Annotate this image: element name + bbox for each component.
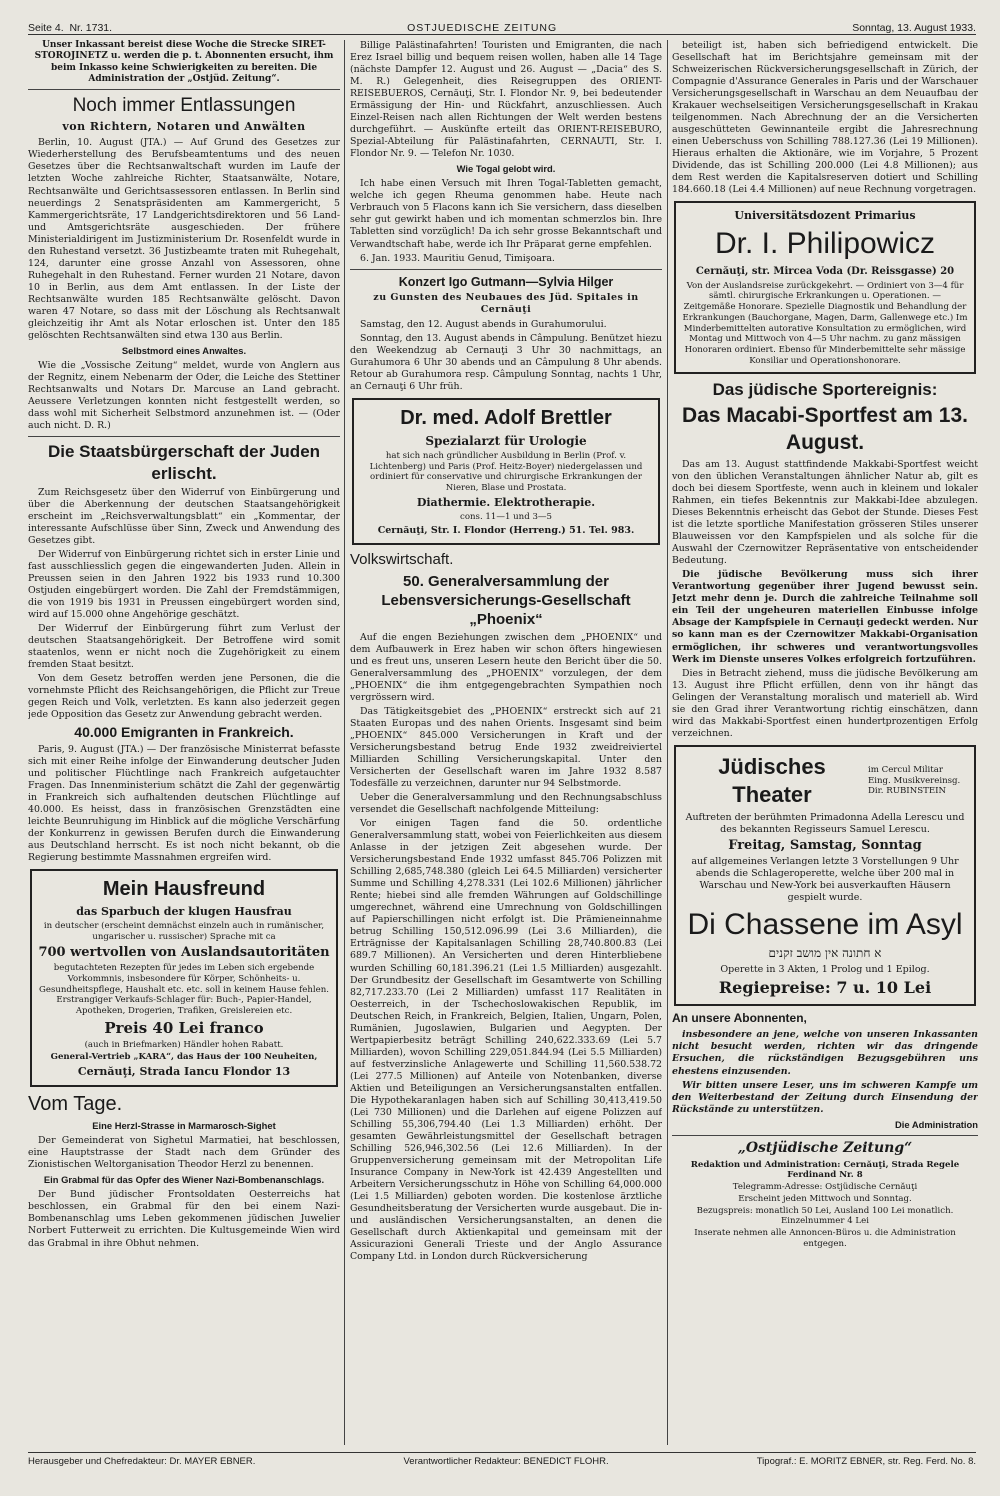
imprint-line: Redaktion und Administration: Cernăuţi, Strada Regele Ferdinand Nr. 8 [690,1159,960,1181]
ad-line: General-Vertrieb „KARA“, das Haus der 100 Neuheiten, [50,1051,318,1062]
imprint-line: Erscheint jeden Mittwoch und Sonntag. [738,1193,912,1204]
brettler-ad [352,398,660,545]
imprint-line: Inserate nehmen alle Annoncen-Büros u. die Administration entgegen. [694,1227,956,1249]
page-header [28,14,976,35]
page-number-info [28,22,112,34]
article-paragraph: Wir bitten unsere Leser, uns im schweren Kampfe um den Weiterbestand der Zeitung durch Einsendung der Rückstände zu unterstützen. [672,1079,978,1115]
article-paragraph: insbesondere an jene, welche von unseren Inkassanten nicht besucht werden, richten wir das dringende Ersuchen, die rückständigen Bezugsgebühren uns ehestens einzusenden. [672,1029,978,1077]
column-divider [344,40,345,1445]
ad-show-title: Di Chassene im Asyl [687,907,963,941]
article-paragraph: Das Tätigkeitsgebiet des „PHOENIX“ erstreckt sich auf 21 Staaten Europas und des nahen Orients. Insgesamt sind beim „PHOENIX“ 845.000 Versicherungen in Kraft und der Versicherungsbestand betrug Ende 1932 zweidreiviertel Milliarden Schilling Versicherungskapital. Unter den Versicherten der Gesellschaft waren im Jahre 1932 8.587 Todesfälle zu verzeichnen, darunter nur 94 Selbstmorde. [350,705,662,790]
ad-venue: im Cercul Militar Eing. Musikvereinsg. Dir. RUBINSTEIN [868,764,961,797]
article-subheading: Eine Herzl-Strasse in Marmarosch-Sighet [92,1120,276,1132]
imprint-title: „Ostjüdische Zeitung“ [737,1139,913,1156]
newspaper-name: OSTJUEDISCHE ZEITUNG [407,22,558,34]
article-paragraph: Zum Reichsgesetz über den Widerruf von Einbürgerung und über die Aberkennung der deutschen Staatsangehörigkeit erscheint im „Reichsverwaltungsblatt“ ein „Kommentar, der interessante Aufschlüsse über Sinn, Zweck und Anwendung des Gesetzes gibt. [28,486,340,546]
article-title: Noch immer Entlassungen [72,95,296,116]
article-paragraph: Der Widerruf von Einbürgerung richtet sich in erster Linie und fast ausschliesslich gegen die eingewanderten Juden. Allein in Preussen seien in den Jahren 1922 bis 1933 rund 10.300 Ostjuden eingebürgert worden. Die Zahl der Fremdstämmigen, die von 1919 bis 1931 in Preussen eingebürgert worden sind, wird auf 15.000 ohne Angehörige geschätzt. [28,548,340,620]
theater-ad [674,745,976,1006]
article-subtitle: von Richtern, Notaren und Anwälten [62,120,306,134]
section-title: Vom Tage. [28,1092,123,1115]
footer-editor: Verantwortlicher Redakteur: BENEDICT FLOHR. [403,1456,609,1467]
ad-title: Mein Hausfreund [102,878,266,901]
ad-line: (auch in Briefmarken) Händler hohen Rabatt. [84,1040,284,1051]
footer-publisher: Herausgeber und Chefredakteur: Dr. MAYER EBNER. [28,1456,256,1467]
article-paragraph: Der Gemeinderat von Sighetul Marmatiei, hat beschlossen, eine Hauptstrasse der Stadt nach dem Gründer des Zionistischen Weltorganisation Theodor Herzl zu benennen. [28,1135,340,1171]
article-paragraph: Dies in Betracht ziehend, muss die jüdische Bevölkerung am 13. August ihre Pflicht erfüllen, denn von ihr hängt das Gelingen der Veranstaltung moralisch und materiell ab. Wird sie den Grad ihrer Verantwortung richtig einschätzen, dann wird das Makkabi-Sportfest einen hundertprozentigen Erfolg verzeichnen. [672,667,978,739]
ad-line: in deutscher (erscheint demnächst einzeln auch in rumänischer, ungarischer u. russischer) Sprache mit ca [43,921,325,942]
ad-address: Cernăuţi, str. Mircea Voda (Dr. Reissgasse) 20 [695,265,955,277]
divider [350,269,662,270]
ad-price: Preis 40 Lei franco [104,1018,264,1037]
ad-title: Jüdisches Theater [718,753,826,807]
article-paragraph: Das am 13. August stattfindende Makkabi-Sportfest weicht von den üblichen Veranstaltungen ähnlicher Natur ab, gilt es doch bei diesem Sportfeste, wenn auch in kleinem und lokaler Rahmen, ein tiefes Bekenntnis zur Makkabi-Idee abzulegen. Dieses Bekenntnis erheischt das Gebot der Stunde. Dieses Fest ist die letzte sportliche Manifestation grösseren Stiles unserer Blauweissen vor den Kampfspielen und als solche für die Auswahl der Czernowitzer Repräsentative von entscheidender Bedeutung. [672,459,978,567]
ad-line: Von der Auslandsreise zurückgekehrt. — Ordiniert von 3—4 für sämtl. chirurgische Erkrankungen u. Operationen. — Zeitgemäße Honorare. Spezielle Diagnostik und Behandlung der Erkrankungen (Bauchorgane, Magen, Darm, Gallenwege etc.) Im Minderbemittelten autorative Konsultation zu ermöglichen, wird Montag und Mittwoch von 4—5 Uhr nachm. zu ganz mässigen Honoraren ordiniert. Ebenso für Minderbemittelte sehr mässige Konsiliar und Operationshonorare. [682,280,968,366]
ad-line: cons. 11—1 und 3—5 [460,512,552,523]
ad-header-row [682,751,968,811]
article-title: 40.000 Emigranten in Frankreich. [74,724,294,741]
article-paragraph: Berlin, 10. August (JTA.) — Auf Grund des Gesetzes zur Wiederherstellung des Berufsbeamtentums und des neuen Gesetzes über die Rechtsanwaltschaft wurden im Laufe der letzten Woche zahlreiche Richter, Staatsanwälte, Notare, Rechtsanwälte und Gerichtsassessoren entlassen. In Berlin sind neuerdings 2 Senatspräsidenten am Kammergericht, 5 Kammergerichtsräte, 17 Landgerichtsdirektoren und 56 Land- und Amtsgerichtsräte ausgeschieden. Der frühere Ministerialdirigent im Justizministerium Dr. Rosenfeldt wurde in den Ruhestand versetzt. 36 Justizbeamte traten mit Ruhegehalt, 124, darunter eine grosse Anzahl von Assessoren, ohne Ruhegehalt in den Ruhestand. Ferner wurden 21 Notare, davon 10 in Berlin, aus dem Amt entlassen. In der Liste der Rechtsanwälte wurden 185 Rechtsanwälte gelöscht. Davon waren 47 Notare, so dass mit der Löschung als Rechtsanwalt gleichzeitig ihr Amt als Notar erloschen ist. Unter den 185 gelöschten Rechtsanwälten sind etwa 130 aus Berlin. [28,137,340,341]
article-paragraph: Sonntag, den 13. August abends in Câmpulung. Benützet hiezu den Weekendzug ab Cernauţi 3 Uhr 30 nachmittags, an Gurahumora 6 Uhr 30 abends und an Câmpulung 8 Uhr abends. Retour ab Gurahumora resp. Câmpulung Sonntag, nachts 1 Uhr, an Cernauţi 6 Uhr früh. [350,332,662,393]
article-subheading: Selbstmord eines Anwaltes. [121,344,247,356]
hausfreund-ad [30,869,338,1086]
article-title: Konzert Igo Gutmann—Sylvia Hilger [398,274,614,289]
article-paragraph: Ich habe einen Versuch mit Ihren Togal-Tabletten gemacht, welche ich gegen Rheuma genommen habe. Heute nach Verbrauch von 5 Flacons kann ich Sie versichern, dass dieselben sehr gut gewirkt haben und ich momentan schmerzlos bin. Ihre Tabletten sind vorzüglich! Da ich sehr grosse Bekanntschaft und Verwandtschaft habe, werde ich Ihr Präparat gerne empfehlen. [350,178,662,250]
article-paragraph: Samstag, den 12. August abends in Gurahumorului. [360,318,607,330]
ad-line: begutachteten Rezepten für jedes im Leben sich ergebende Vorkommnis, insbesondere für Körper, Schönheits- u. Gesundheitspflege, Haushalt etc. etc. soll in keinem Hause fehlen. Erstrangiger Verkaufs-Schlager für: Buch-, Papier-Handel, Apotheken, Drogerien, Trafiken, Greislereien etc. [39,963,329,1017]
column-3 [672,40,978,1445]
column-1 [28,40,340,1445]
ad-price: Regiepreise: 7 u. 10 Lei [718,977,932,997]
column-2 [350,40,662,1445]
article-paragraph: Der Bund jüdischer Frontsoldaten Oesterreichs hat beschlossen, ein Grabmal für den bei einem Nazi-Bombenanschlag ums Leben gekommenen jüdischen Juwelier Norbert Futterweit zu errichten. Die Kultusgemeinde Wien wird das Grabmal in ihre Obhut nehmen. [28,1189,340,1249]
collector-notice: Unser Inkassant bereist diese Woche die Strecke SIRET-STOROJINETZ u. werden die p. t. Abonnenten ersucht, ihm beim Inkasso keine Schwierigkeiten zu bereiten. Die Administration der „Ostjüd. Zeitung“. [34,40,334,84]
page-footer [28,1452,976,1467]
article-paragraph: Die jüdische Bevölkerung muss sich ihrer Verantwortung gegenüber ihrer Jugend bewusst sein. Jetzt mehr denn je. Durch die zahlreiche Teilnahme soll ein Teil der ungeheuren materiellen Einbusse infolge Absage der Kampfspiele in Cernauţi gedeckt werden. Nur so kann man es der Czernowitzer Makkabi-Organisation ermöglichen, ihr schweres und verantwortungsvolles Werk im Dienste unseres Volkes erfolgreich fortzuführen. [672,569,978,665]
article-subtitle: zu Gunsten des Neubaues des Jüd. Spitales in Cernăuţi [373,291,639,315]
article-paragraph: Auf die engen Beziehungen zwischen dem „PHOENIX“ und dem Aufbauwerk in Erez haben wir schon öfters hingewiesen und es freut uns, unseren Lesern heute den Bericht über die 50. Generalversammlung des „PHOENIX“ vorzulegen, der dem „PHOENIX“ die ihm entgegengebrachten Sympathien noch vergrössern wird. [350,631,662,703]
article-title: An unsere Abonnenten, [672,1011,807,1026]
issue-date: Sonntag, 13. August 1933. [852,22,976,34]
imprint [672,1140,978,1250]
article-title: Das Macabi-Sportfest am 13. August. [682,404,968,455]
ad-line: Diathermie. Elektrotherapie. [416,495,596,509]
philipowicz-ad [674,201,976,373]
article-title: Das jüdische Sportereignis: [712,379,938,399]
page-number: Seite 4. [28,22,64,34]
article-subheading: Wie Togal gelobt wird. [456,163,556,175]
section-title: Volkswirtschaft. [350,550,454,568]
ad-line: das Sparbuch der klugen Hausfrau [76,905,292,919]
article-paragraph: beteiligt ist, haben sich befriedigend entwickelt. Die Gesellschaft hat im Berichtsjahre gemeinsam mit der Schweizerischen Rückversicherungsgesellschaft in Zürich, der Compagnie d'Assurance Generales in Paris und der Warschauer Versicherungsgesellschaft in Warschau an dem Neuaufbau der Krakauer wechselseitigen Versicherungsgesellschaft in Krakau teilgenommen. Nach Abrechnung der an die Versicherten ausgeschütteten Gewinnanteile ergibt die Jahresrechnung einen Ueberschuss von Schilling 788.127.36 (Lei 19 Millionen). Hieraus erhalten die Aktionäre, wie im Vorjahre, 5 Prozent Dividende, das ist Schilling 200.000 (Lei 4.8 Millionen); aus dem Rest werden die Kapitalsreserven dotiert und Schilling 184.660.18 (Lei 4.4 Millionen) auf neue Rechnung vorgetragen. [672,40,978,196]
article-paragraph: Paris, 9. August (JTA.) — Der französische Ministerrat befasste sich mit einer Reihe infolge der Einwanderung deutscher Juden und politischer Flüchtlinge nach Frankreich aufgetauchter Fragen. Das Innenministerium schätzt die Zahl der gegenwärtig in Frankreich sich aufhaltenden deutschen Flüchtlinge auf 40.000. Es heisst, dass in französischen Grenzstädten eine leichte Beunruhigung im Hinblick auf die mögliche Verschärfung der Konkurrenz in gewissen Berufen durch die Einwanderung aus Deutschland herrscht. Es ist noch nicht bekannt, ob die Regierung bestimmte Massnahmen ergreifen wird. [28,744,340,864]
divider [28,89,340,90]
divider [672,1135,978,1136]
article-paragraph: Der Widerruf der Einbürgerung führt zum Verlust der deutschen Staatsangehörigkeit. Der Betroffene wird somit staatenlos, wenn er nicht noch die Zugehörigkeit zu einem fremden Staat besitzt. [28,622,340,671]
article-subheading: Ein Grabmal für das Opfer des Wiener Nazi-Bombenanschlags. [43,1174,325,1186]
ad-specialty: Spezialarzt für Urologie [425,433,587,448]
article-paragraph: Vor einigen Tagen fand die 50. ordentliche Generalversammlung statt, wobei von Feierlichkeiten aus diesem Anlasse in der jetzigen Zeit abgesehen wurde. Der Versicherungsbestand Ende 1932 umfasst 845.706 Polizzen mit Schilling 2,685,748.380 (gleich Lei 64.5 Milliarden) versicherter Summe und Schilling 4,278.331 (Lei 102.6 Millionen) jährlicher Rente; hiebei sind alle fremden Währungen auf Goldschillinge umgerechnet, während eine Umrechnung von Goldschillingen auf Papierschillingen nicht erfolgt ist. Die Prämieneinnahme betrug Schilling 150,512.096.99 (Lei 3.6 Milliarden), die Erträgnisse der Kapitalsanlagen Schilling 28,740.800.83 (Lei 689.7 Millionen). An Versicherten und deren Hinterbliebene wurden Schilling 60,181.396.21 (Lei 1.5 Milliarden) ausgezahlt. Der Grundbesitz der Gesellschaft im Gesamtwerte von Schilling 82,717.233.70 (Lei 2 Milliarden) umfasst 117 Realitäten in Oesterreich, in der Tschechoslowakischen Republik, im Deutschen Reich, in Frankreich, Belgien, Italien, Ungarn, Polen, Rumänien, Jugoslawien, Bulgarien und Aegypten. Der Wertpapierbesitz beträgt Schilling 240,622.333.69 (Lei 5.7 Milliarden), wovon Schilling 229,051.844.94 (Lei 5.5 Milliarden) auf festverzinsliche Anlagewerte und Schilling 11,560.538.72 (Lei 277.5 Millionen) auf Anteile von Notenbanken, diverse Aktien und Beteiligungen an Versicherungsanstalten entfallen. Die Hypothekaranlagen haben sich auf Schilling 30,413,419.50 (Lei 730 Millionen) und die Darlehen auf eigene Polizzen auf Schilling 55,306,794.40 (Lei 1.3 Milliarden) erhöht. Der gesamten Gewährleistungsmittel der Gesellschaft betragen Schilling 526,946,302.56 (Lei 12.6 Milliarden). In der Gruppenversicherung gemeinsam mit der Metropolitan Life Insurance Company in New-York ist 42.439 Angestellten und Arbeitern Versicherungsschutz in Höhe von Schilling 64,000.000 (Lei 1.5 Milliarden) geboten worden. Die kostenlose ärztliche Gesundheitsberatung der Versicherten wurde ausgebaut. Die in- und ausländischen Versicherungsanstalten, an denen die Gesellschaft durch Aktienkapital und gemeinsam mit der Assicurazioni Generali Trieste und der Anglo Assurance Company Ltd. in London durch Rückversicherung [350,818,662,1263]
ad-line: hat sich nach gründlicher Ausbildung in Berlin (Prof. v. Lichtenberg) und Paris (Prof. Heitz-Boyer) niedergelassen und ordiniert für conservative und chirurgische Erkrankungen der Nieren, Blase und Prostata. [369,451,643,494]
ad-line: auf allgemeines Verlangen letzte 3 Vorstellungen 9 Uhr abends die Schlageroperette, welche über 200 mal in Warschau und New-York bei ausverkauften Häusern gespielt wurde. [691,856,959,904]
ad-line: Freitag, Samstag, Sonntag [728,837,922,853]
article-paragraph: Von dem Gesetz betroffen werden jene Personen, die die vornehmste Pflicht des Reichsangehörigen, die Pflicht zur Treue gegen Reich und Volk, verletzten. Es kann also jederzeit gegen jede Opposition das Gesetz zur Anwendung gebracht werden. [28,673,340,721]
footer-printer: Tipograf.: E. MORITZ EBNER, str. Reg. Ferd. No. 8. [756,1456,976,1467]
ad-line: Auftreten der berühmten Primadonna Adella Lerescu und des bekannten Regisseurs Samuel Lerescu. [685,812,965,835]
article-paragraph: Wie die „Vossische Zeitung“ meldet, wurde von Anglern aus der Regnitz, einem Nebenarm der Oder, die Leiche des Stettiner Rechtsanwalts und Notars Dr. Marcuse an Land gebracht. Aeussere Verletzungen konnten nicht festgestellt werden, so dass wohl mit Sicherheit Selbstmord anzunehmen ist. — (Oder auch nicht. D. R.) [28,359,340,432]
article-title: Die Staatsbürgerschaft der Juden erlischt. [47,442,321,483]
ad-hebrew-title: א חתונה אין מושב זקנים [768,946,882,961]
column-divider [667,40,668,1445]
article-paragraph: Billige Palästinafahrten! Touristen und Emigranten, die nach Erez Israel billig und bequem reisen wollen, haben alle 14 Tage (nächste Dampfer 12. August und 26. August — „Dacia“ des S. M. R.) Gelegenheit, dies Reisegruppen des ORIENT-REISEBUEROS, Cernăuţi, Str. I. Flondor Nr. 9, bei bedeutender Ermässigung der Hin- und Rückfahrt, anzuschliessen. Auch Einzel-Reisen nach allen Richtungen der Welt werden bestens durchgeführt. — Auskünfte erteilt das ORIENT-REISEBURO, Spezial-Abteilung für Palästinafahrten, CERNAUTI, Str. I. Flondor Nr. 9. — Telefon Nr. 1030. [350,40,662,160]
ad-doctor-name: Dr. med. Adolf Brettler [400,407,612,430]
article-signature: 6. Jan. 1933. Mauritiu Genud, Timişoara. [360,252,555,264]
ad-address: Cernăuţi, Strada Iancu Flondor 13 [77,1064,291,1078]
ad-line: Operette in 3 Akten, 1 Prolog und 1 Epilog. [720,963,930,975]
article-paragraph: Ueber die Generalversammlung und den Rechnungsabschluss versendet die Gesellschaft nachfolgende Mitteilung: [350,792,662,816]
divider [28,436,340,437]
imprint-line: Telegramm-Adresse: Ostjüdische Cernăuţi [732,1182,918,1193]
issue-number: Nr. 1731. [69,22,113,34]
article-title: 50. Generalversammlung der Lebensversicherungs-Gesellschaft „Phoenix“ [381,573,631,629]
ad-doctor-name: Dr. I. Philipowicz [714,227,936,261]
ad-address: Cernăuţi, Str. I. Flondor (Herreng.) 51. Tel. 983. [377,524,635,536]
article-signature: Die Administration [895,1118,978,1130]
ad-line: 700 wertvollen von Auslandsautoritäten [38,944,330,960]
imprint-line: Bezugspreis: monatlich 50 Lei, Ausland 100 Lei monatlich. Einzelnummer 4 Lei [696,1205,954,1227]
ad-line: Universitätsdozent Primarius [734,209,916,223]
